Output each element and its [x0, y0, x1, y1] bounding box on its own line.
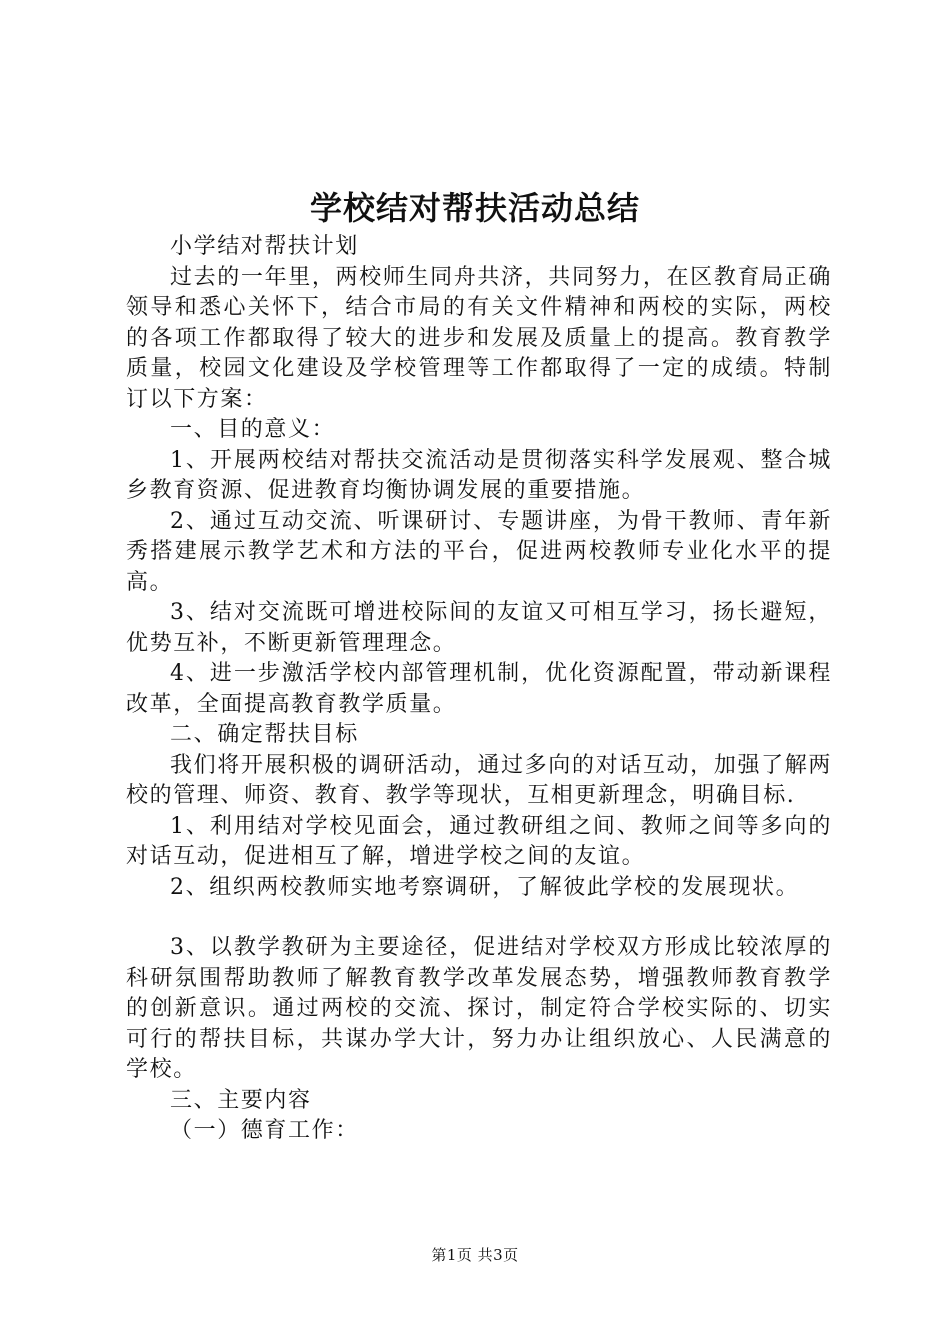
document-body [126, 232, 832, 1147]
paragraph-goals-intro: 我们将开展积极的调研活动，通过多向的对话互动，加强了解两校的管理、师资、教育、教学等现状，互相更新理念，明确目标. [126, 752, 832, 808]
paragraph-goals-2: 2、组织两校教师实地考察调研，了解彼此学校的发展现状。 [170, 874, 800, 900]
paragraph-intro: 过去的一年里，两校师生同舟共济，共同努力，在区教育局正确领导和悉心关怀下，结合市局的有关文件精神和两校的实际，两校的各项工作都取得了较大的进步和发展及质量上的提高。教育教学质量，校园文化建设及学校管理等工作都取得了一定的成绩。特制订以下方案： [126, 264, 832, 412]
paragraph-subtitle: 小学结对帮扶计划 [170, 234, 359, 259]
paragraph-purpose-2: 2、通过互动交流、听课研讨、专题讲座，为骨干教师、青年新秀搭建展示教学艺术和方法的平台，促进两校教师专业化水平的提高。 [126, 508, 832, 595]
subsection-heading-moral: （一）德育工作： [170, 1118, 359, 1143]
paragraph-goals-1: 1、利用结对学校见面会，通过教研组之间、教师之间等多向的对话互动，促进相互了解，增进学校之间的友谊。 [126, 813, 832, 869]
section-heading-purpose: 一、目的意义： [170, 417, 336, 442]
section-heading-goals: 二、确定帮扶目标 [170, 722, 359, 747]
section-heading-content: 三、主要内容 [170, 1087, 312, 1113]
page-number-footer: 第1页 共3页 [431, 1246, 519, 1264]
paragraph-purpose-4: 4、进一步激活学校内部管理机制，优化资源配置，带动新课程改革，全面提高教育教学质量。 [126, 661, 832, 717]
paragraph-purpose-1: 1、开展两校结对帮扶交流活动是贯彻落实科学发展观、整合城乡教育资源、促进教育均衡协调发展的重要措施。 [126, 447, 832, 503]
paragraph-purpose-3: 3、结对交流既可增进校际间的友谊又可相互学习，扬长避短，优势互补，不断更新管理理念。 [126, 600, 832, 656]
paragraph-goals-3: 3、以教学教研为主要途径，促进结对学校双方形成比较浓厚的科研氛围帮助教师了解教育教学改革发展态势，增强教师教育教学的创新意识。通过两校的交流、探讨，制定符合学校实际的、切实可行的帮扶目标，共谋办学大计，努力办让组织放心、人民满意的学校。 [126, 935, 832, 1082]
document-title: 学校结对帮扶活动总结 [309, 189, 640, 227]
